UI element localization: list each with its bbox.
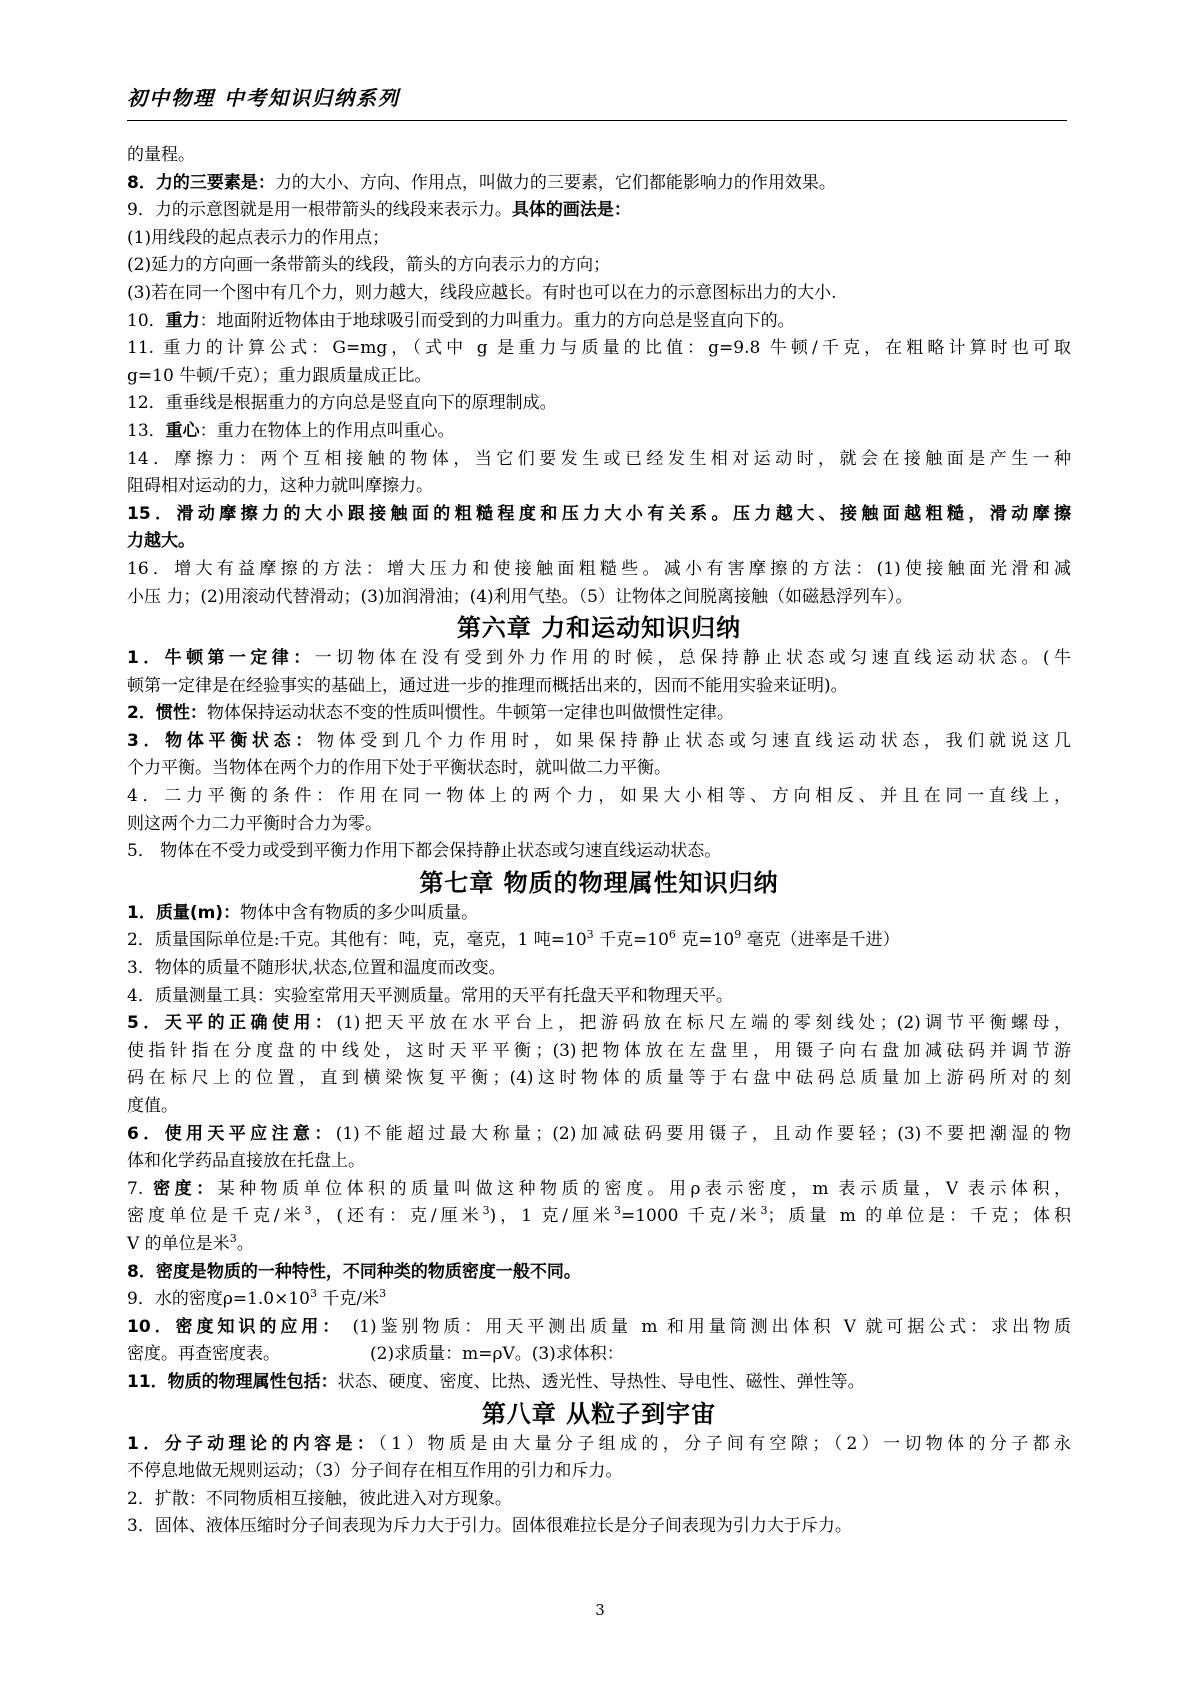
item-label: 2．惯性： bbox=[127, 703, 207, 724]
text: ，(还有：克/厘米 bbox=[311, 1206, 483, 1227]
text: 克=10 bbox=[675, 930, 735, 951]
exponent: 3 bbox=[760, 1204, 768, 1218]
item-text: 物体中含有物质的多少叫质量。 bbox=[240, 902, 479, 923]
item-8 bbox=[127, 170, 1071, 198]
text: 。 bbox=[236, 1233, 254, 1254]
page-content bbox=[127, 142, 1071, 1541]
step-1 bbox=[127, 225, 1071, 253]
item-label: 1．质量(m)： bbox=[127, 902, 241, 923]
item-11-line-2: g=10 牛顿/千克）；重力跟质量成正比。 bbox=[127, 365, 432, 386]
item-16-line-2: 小压 力；(2)用滚动代替滑动；(3)加润滑油；(4)利用气垫。（5）让物体之间脱离接触（如磁悬浮列车）。 bbox=[127, 586, 913, 607]
item-label: 1．牛顿第一定律： bbox=[127, 648, 315, 669]
chapter-7-title: 第七章 物质的物理属性知识归纳 bbox=[419, 867, 779, 897]
exponent: 6 bbox=[668, 928, 676, 942]
ch7-item-3: 3．物体的质量不随形状,状态,位置和温度而改变。 bbox=[127, 958, 506, 979]
exponent: 3 bbox=[379, 1287, 387, 1301]
page-header: 初中物理 中考知识归纳系列 bbox=[127, 86, 400, 110]
item-text: 力的大小、方向、作用点，叫做力的三要素，它们都能影响力的作用效果。 bbox=[274, 172, 836, 193]
item-label: 3．物体平衡状态： bbox=[127, 730, 317, 751]
page-number: 3 bbox=[595, 1601, 605, 1619]
ch7-item-7-line-3 bbox=[127, 1231, 1071, 1259]
item-number: 7. bbox=[127, 1178, 154, 1199]
ch7-item-6-line-1 bbox=[127, 1121, 1071, 1149]
item-text: (1)不能超过最大称量；(2)加减砝码要用镊子，且动作要轻；(3)不要把潮湿的物 bbox=[335, 1123, 1071, 1144]
ch7-item-9 bbox=[127, 1286, 1071, 1314]
item-label: 重心 bbox=[165, 420, 200, 441]
ch7-item-8: 8．密度是物质的一种特性，不同种类的物质密度一般不同。 bbox=[127, 1261, 581, 1282]
item-16-line-1: 16．增大有益摩擦的方法：增大压力和使接触面粗糙些。减小有害摩擦的方法：(1)使接触面光滑和减 bbox=[127, 558, 1071, 579]
item-12: 12．重垂线是根据重力的方向总是竖直向下的原理制成。 bbox=[127, 393, 557, 414]
item-13 bbox=[127, 418, 1071, 446]
exponent: 9 bbox=[734, 928, 742, 942]
text: 千克/米 bbox=[316, 1289, 380, 1310]
ch7-item-10-line-2 bbox=[127, 1341, 1071, 1369]
ch7-item-7-line-2 bbox=[127, 1203, 1071, 1231]
item-number: 10． bbox=[127, 310, 166, 331]
ch8-item-3: 3．固体、液体压缩时分子间表现为斥力大于引力。固体很难拉长是分子间表现为引力大于斥力。 bbox=[127, 1516, 852, 1537]
exponent: 3 bbox=[229, 1231, 237, 1245]
item-number: 13． bbox=[127, 420, 166, 441]
item-10 bbox=[127, 308, 1071, 336]
item-label: 6．使用天平应注意： bbox=[127, 1123, 336, 1144]
item-label: 5．天平的正确使用： bbox=[127, 1013, 337, 1034]
text: 的量程。 bbox=[127, 145, 195, 165]
ch7-item-10-line-1 bbox=[127, 1314, 1071, 1342]
step-3 bbox=[127, 280, 1071, 308]
item-label: 具体的画法是： bbox=[511, 200, 631, 221]
ch8-item-1-line-2: 不停息地做无规则运动；（3）分子间存在相互作用的引力和斥力。 bbox=[127, 1461, 623, 1482]
ch7-item-6-line-2: 体和化学药品直接放在托盘上。 bbox=[127, 1151, 365, 1172]
text: ；质量 m 的单位是：千克；体积 bbox=[767, 1206, 1071, 1227]
item-14-line-1: 14．摩擦力：两个互相接触的物体，当它们要发生或已经发生相对运动时，就会在接触面是产生一种 bbox=[127, 448, 1071, 469]
ch6-item-1-line-1 bbox=[127, 645, 1071, 673]
item-9 bbox=[127, 197, 1071, 225]
ch7-item-2 bbox=[127, 927, 1071, 955]
ch7-item-1 bbox=[127, 900, 1071, 928]
text: 密度单位是千克/米 bbox=[127, 1206, 305, 1227]
ch7-item-7-line-1 bbox=[127, 1176, 1071, 1204]
step-text: (3)若在同一个图中有几个力，则力越大，线段应越长。有时也可以在力的示意图标出力的大小. bbox=[127, 282, 837, 303]
text: 密度。再查密度表。 bbox=[127, 1344, 280, 1365]
item-text: (1)鉴别物质：用天平测出质量 m 和用量筒测出体积 V 就可据公式：求出物质 bbox=[343, 1316, 1071, 1337]
ch8-item-2: 2．扩散：不同物质相互接触，彼此进入对方现象。 bbox=[127, 1488, 512, 1509]
text: V 的单位是米 bbox=[127, 1233, 230, 1254]
ch6-item-1-line-2: 顿第一定律是在经验事实的基础上，通过进一步的推理而概括出来的，因而不能用实验来证明)。 bbox=[127, 675, 848, 696]
step-2 bbox=[127, 252, 1071, 280]
ch7-item-5-line-4: 度值。 bbox=[127, 1096, 178, 1116]
ch7-item-5-line-2: 使指针指在分度盘的中线处，这时天平平衡；(3)把物体放在左盘里，用镊子向右盘加减砝码并调节游 bbox=[127, 1040, 1071, 1061]
ch6-item-4-line-1: 4．二力平衡的条件：作用在同一物体上的两个力，如果大小相等、方向相反、并且在同一直线上， bbox=[127, 786, 1071, 807]
item-text: 状态、硬度、密度、比热、透光性、导热性、导电性、磁性、弹性等。 bbox=[337, 1371, 865, 1392]
item-text: 9．力的示意图就是用一根带箭头的线段来表示力。 bbox=[127, 200, 512, 221]
ch6-item-3-line-2: 个力平衡。当物体在两个力的作用下处于平衡状态时，就叫做二力平衡。 bbox=[127, 758, 671, 779]
text: =1000 千克/米 bbox=[620, 1206, 761, 1227]
item-label: 10．密度知识的应用： bbox=[127, 1316, 344, 1337]
exponent: 3 bbox=[586, 928, 594, 942]
item-11-line-1: 11. 重力的计算公式：G=mg，（式中 g 是重力与质量的比值：g=9.8 牛顿/千克，在粗略计算时也可取 bbox=[127, 338, 1071, 359]
header-rule bbox=[127, 120, 1067, 121]
item-label: 密度： bbox=[153, 1178, 218, 1199]
item-text: 物体受到几个力作用时，如果保持静止状态或匀速直线运动状态，我们就说这几 bbox=[316, 730, 1071, 751]
text-line bbox=[127, 142, 1071, 170]
text: 毫克（进率是千进） bbox=[741, 930, 900, 951]
item-text: 某种物质单位体积的质量叫做这种物质的密度。用ρ表示密度，m 表示质量，V 表示体积， bbox=[217, 1178, 1072, 1199]
chapter-6-title: 第六章 力和运动知识归纳 bbox=[456, 613, 742, 643]
ch7-item-5-line-1 bbox=[127, 1010, 1071, 1038]
ch7-item-5-line-3: 码在标尺上的位置，直到横梁恢复平衡；(4)这时物体的质量等于右盘中砝码总质量加上游码所对的刻 bbox=[127, 1068, 1071, 1089]
item-15-line-1: 15．滑动摩擦力的大小跟接触面的粗糙程度和压力大小有关系。压力越大、接触面越粗糙，滑动摩擦 bbox=[127, 503, 1071, 524]
text: )，1 克/厘米 bbox=[489, 1206, 614, 1227]
item-15-line-2: 力越大。 bbox=[127, 531, 195, 552]
step-text: (2)延力的方向画一条带箭头的线段，箭头的方向表示力的方向； bbox=[127, 255, 611, 276]
item-text: ：重力在物体上的作用点叫重心。 bbox=[199, 420, 455, 441]
ch7-item-11 bbox=[127, 1369, 1071, 1397]
ch6-item-5: 5． 物体在不受力或受到平衡力作用下都会保持静止状态或匀速直线运动状态。 bbox=[127, 841, 722, 862]
step-text: (1)用线段的起点表示力的作用点； bbox=[127, 227, 390, 248]
ch7-item-4: 4．质量测量工具：实验室常用天平测质量。常用的天平有托盘天平和物理天平。 bbox=[127, 985, 733, 1006]
exponent: 3 bbox=[304, 1204, 312, 1218]
ch6-item-2 bbox=[127, 700, 1071, 728]
text: 2．质量国际单位是:千克。其他有：吨，克，毫克，1 吨=10 bbox=[127, 930, 587, 951]
text: (2)求质量：m=ρV。(3)求体积： bbox=[370, 1344, 624, 1365]
item-text: ：地面附近物体由于地球吸引而受到的力叫重力。重力的方向总是竖直向下的。 bbox=[199, 310, 795, 331]
item-text: （1）物质是由大量分子组成的，分子间有空隙；（2）一切物体的分子都永 bbox=[378, 1433, 1072, 1454]
item-text: (1)把天平放在水平台上，把游码放在标尺左端的零刻线处；(2)调节平衡螺母， bbox=[336, 1013, 1071, 1034]
item-text: 一切物体在没有受到外力作用的时候，总保持静止状态或匀速直线运动状态。(牛 bbox=[314, 648, 1071, 669]
text: 千克=10 bbox=[593, 930, 669, 951]
ch8-item-1-line-1 bbox=[127, 1431, 1071, 1459]
item-label: 重力 bbox=[165, 310, 200, 331]
item-label: 1．分子动理论的内容是： bbox=[127, 1433, 379, 1454]
exponent: 3 bbox=[482, 1204, 490, 1218]
chapter-8-title: 第八章 从粒子到宇宙 bbox=[481, 1398, 717, 1428]
ch6-item-3-line-1 bbox=[127, 728, 1071, 756]
text: 9．水的密度ρ=1.0×10 bbox=[127, 1289, 310, 1310]
item-label: 8．力的三要素是： bbox=[127, 172, 275, 193]
ch6-item-4-line-2: 则这两个力二力平衡时合力为零。 bbox=[127, 813, 382, 834]
item-label: 11．物质的物理属性包括： bbox=[127, 1371, 338, 1392]
exponent: 3 bbox=[613, 1204, 621, 1218]
item-14-line-2: 阻碍相对运动的力，这种力就叫摩擦力。 bbox=[127, 476, 433, 497]
exponent: 3 bbox=[309, 1287, 317, 1301]
item-text: 物体保持运动状态不变的性质叫惯性。牛顿第一定律也叫做惯性定律。 bbox=[206, 703, 734, 724]
